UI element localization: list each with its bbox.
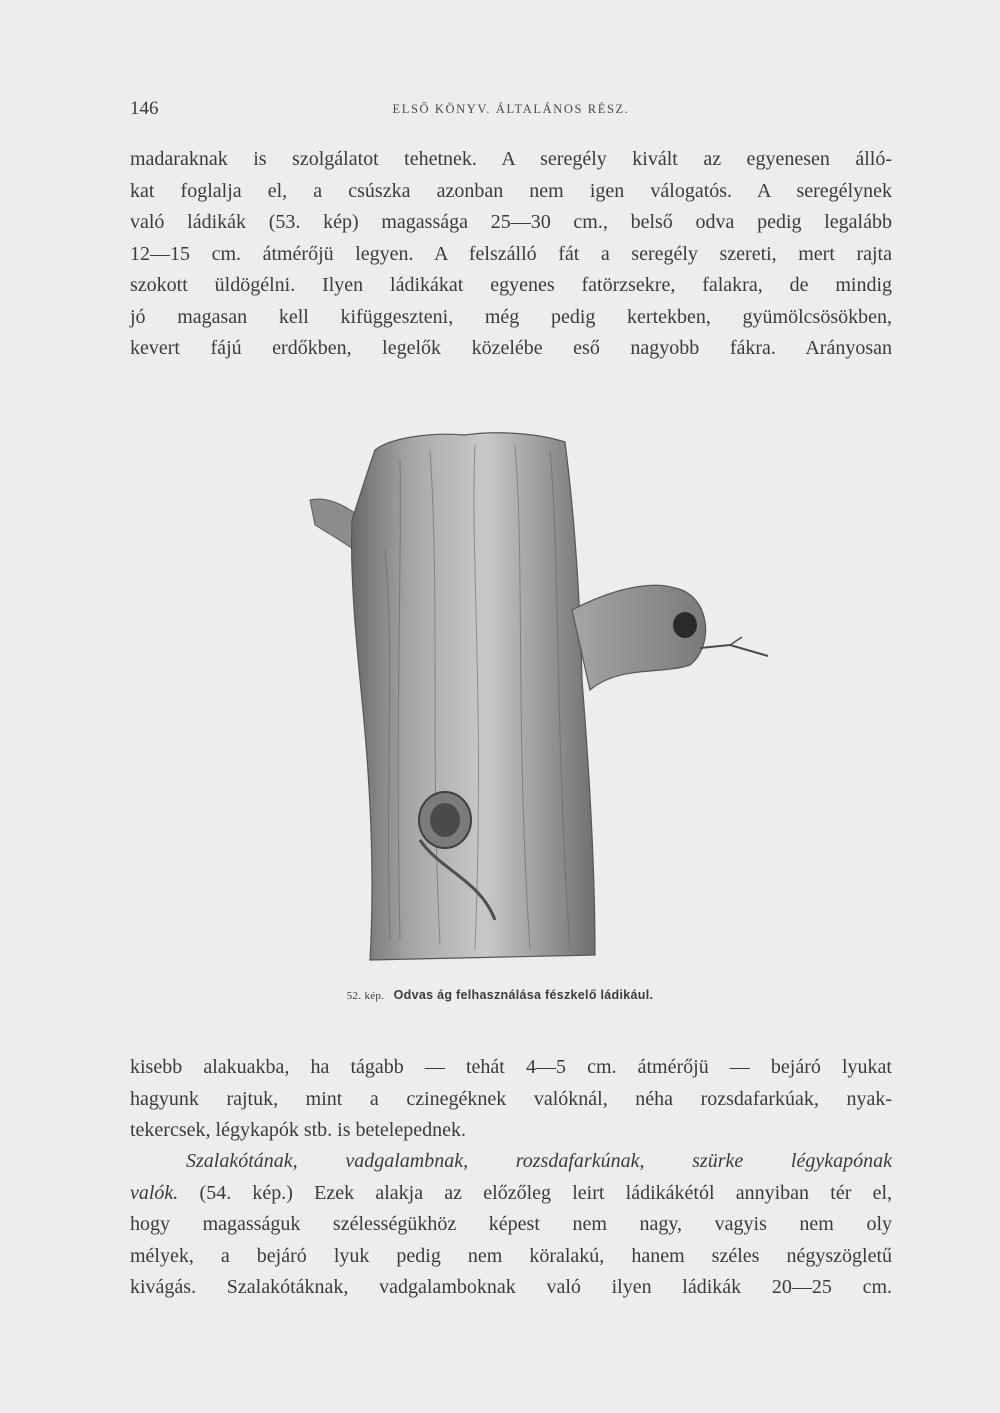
page-number: 146 xyxy=(130,98,159,119)
text-line: való ládikák (53. kép) magassága 25—30 cm., belső odva pedig legalább xyxy=(130,211,892,233)
page-header xyxy=(130,98,892,122)
text-line: jó magasan kell kifüggeszteni, még pedig kertekben, gyümölcsösökben, xyxy=(130,305,892,328)
text-line xyxy=(130,1146,892,1178)
italic-heading-end: valók. xyxy=(130,1181,179,1204)
text-line: hagyunk rajtuk, mint a czinegéknek valóknál, néha rozsdafarkúak, nyak- xyxy=(130,1087,892,1110)
tree-trunk-illustration xyxy=(290,400,790,980)
text-line: kivágás. Szalakótáknak, vadgalamboknak való ilyen ládikák 20—25 cm. xyxy=(130,1276,892,1298)
paragraph-1 xyxy=(130,144,892,365)
paragraph-3 xyxy=(130,1146,892,1304)
italic-heading: Szalakótának, vadgalambnak, rozsdafarkúnak, szürke légykapónak xyxy=(186,1150,892,1172)
running-head: ELSŐ KÖNYV. ÁLTALÁNOS RÉSZ. xyxy=(392,102,630,116)
text-line: madaraknak is szolgálatot tehetnek. A seregély kivált az egyenesen álló- xyxy=(130,148,892,170)
text-line: kevert fájú erdőkben, legelők közelébe eső nagyobb fákra. Arányosan xyxy=(130,337,892,359)
text-line: kisebb alakuakba, ha tágabb — tehát 4—5 cm. átmérőjü — bejáró lyukat xyxy=(130,1056,892,1078)
text-line: 12—15 cm. átmérőjü legyen. A felszálló fát a seregély szereti, mert rajta xyxy=(130,242,892,265)
figure-number: 52. kép. xyxy=(346,990,385,1002)
tree-trunk-drawing xyxy=(290,400,790,980)
text-run: (54. kép.) Ezek alakja az előzőleg leirt ládikákétól annyiban tér el, xyxy=(178,1181,892,1204)
text-line: szokott üldögélni. Ilyen ládikákat egyenes fatörzsekre, falakra, de mindig xyxy=(130,274,892,296)
figure-caption xyxy=(0,988,1000,1003)
text-line: mélyek, a bejáró lyuk pedig nem köralakú, hanem széles négyszögletű xyxy=(130,1244,892,1267)
text-line: kat foglalja el, a csúszka azonban nem igen válogatós. A seregélynek xyxy=(130,179,892,202)
text-line xyxy=(130,1178,892,1210)
text-line: hogy magasságuk szélességükhöz képest nem nagy, vagyis nem oly xyxy=(130,1213,892,1235)
paragraph-2 xyxy=(130,1052,892,1147)
text-line: tekercsek, légykapók stb. is betelepednek. xyxy=(130,1119,466,1141)
figure-title: Odvas ág felhasználása fészkelő ládikául. xyxy=(393,988,654,1002)
